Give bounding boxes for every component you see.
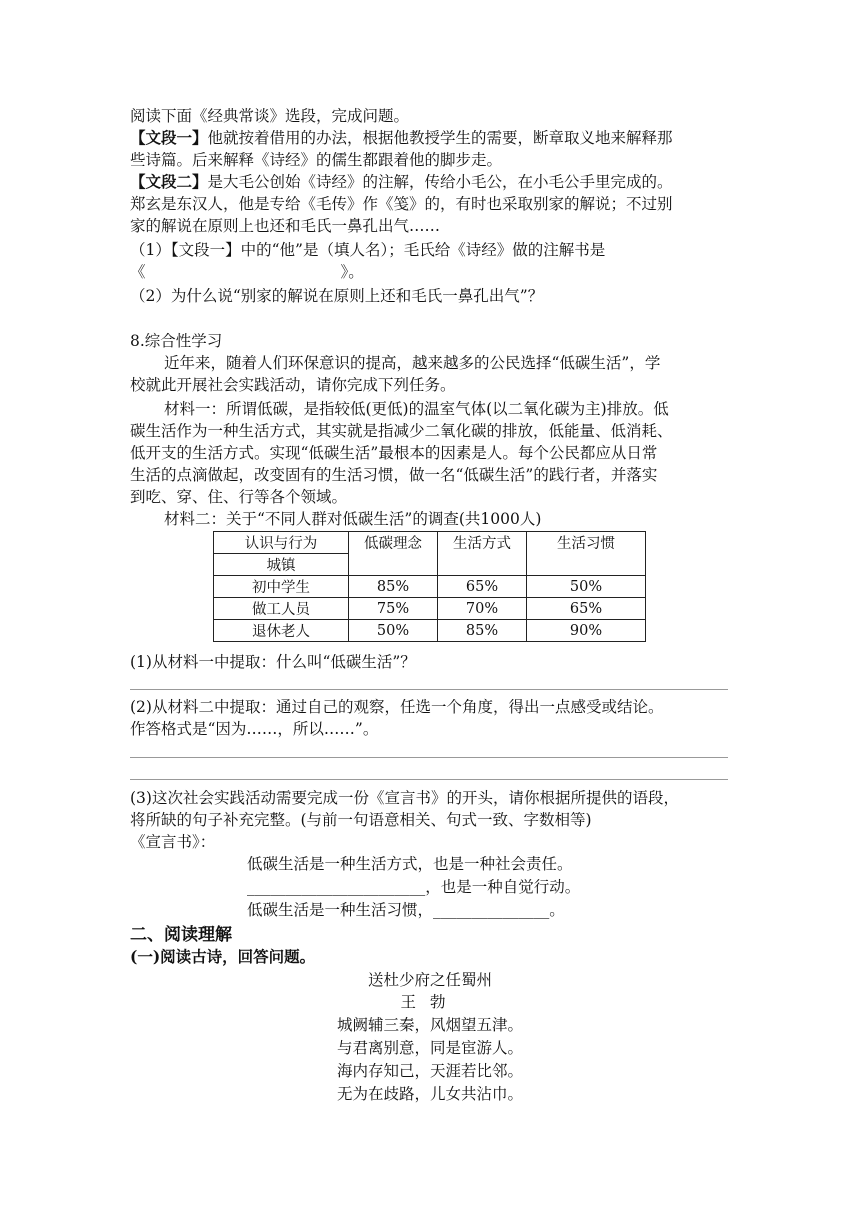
table-row [214,576,646,598]
task-2: (2)从材料二中提取：通过自己的观察，任选一个角度，得出一点感受或结论。 [130,698,664,716]
table-cell: 75% [349,598,438,620]
para2-line3: 家的解说在原则上也还和毛氏一鼻孔出气…… [130,217,441,235]
table-cell: 50% [349,620,438,642]
poem-author: 王勃 [400,993,460,1011]
part2-subheading: (一)阅读古诗，回答问题。 [130,947,316,966]
header-cell-corner-bottom: 城镇 [214,554,349,576]
poem-line: 无为在歧路，儿女共沾巾。 [336,1085,523,1103]
table-cell: 65% [527,598,646,620]
para1-text: 他就按着借用的办法，根据他教授学生的需要，断章取义地来解释那 [207,129,673,147]
header-cell: 生活习惯 [527,532,646,576]
material2-title: 材料二：关于“不同人群对低碳生活”的调查(共1000人) [164,510,542,528]
para1-line2: 些诗篇。后来解释《诗经》的儒生都跟着他的脚步走。 [130,151,503,169]
section8-intro: 近年来，随着人们环保意识的提高，越来越多的公民选择“低碳生活”，学 [164,354,661,372]
book-close-mark: 》。 [340,263,364,281]
question-1: （1）【文段一】中的“他”是（填人名）；毛氏给《诗经》做的注解书是 [130,241,606,259]
declaration-line[interactable]: 低碳生活是一种生活习惯，_______________。 [247,901,565,919]
table-cell: 65% [438,576,527,598]
poem-line: 海内存知己，天涯若比邻。 [336,1062,523,1080]
table-row [214,598,646,620]
material1-line3: 低开支的生活方式。实现“低碳生活”最根本的因素是人。每个公民都应从日常 [130,444,658,462]
row-label: 初中学生 [214,576,349,598]
table-header-row [214,532,646,554]
question-1-blank [130,261,364,283]
part2-heading: 二、阅读理解 [130,925,232,945]
answer-line[interactable] [130,779,728,780]
section8-intro2: 校就此开展社会实践活动，请你完成下列任务。 [130,376,456,394]
header-cell: 低碳理念 [349,532,438,576]
section8-title: 8.综合性学习 [130,332,223,350]
para2-label: 【文段二】 [130,172,208,191]
table-cell: 70% [438,598,527,620]
para2-text: 是大毛公创始《诗经》的注解，传给小毛公，在小毛公手里完成的。 [207,173,673,191]
para1-line [130,127,673,149]
material1-line5: 到吃、穿、住、行等各个领域。 [130,488,348,506]
task-1: (1)从材料一中提取：什么叫“低碳生活”？ [130,653,416,671]
task-2-line2: 作答格式是“因为……，所以……”。 [130,720,379,738]
poem-line: 与君离别意，同是宦游人。 [336,1039,523,1057]
poem-title: 送杜少府之任蜀州 [367,971,492,989]
row-label: 做工人员 [214,598,349,620]
task-3-line2: 将所缺的句子补充完整。(与前一句语意相关、句式一致、字数相等) [130,811,592,829]
para1-label: 【文段一】 [130,128,208,147]
material1: 材料一：所谓低碳，是指较低(更低)的温室气体(以二氧化碳为主)排放。低 [164,400,669,418]
table-cell: 85% [438,620,527,642]
table-cell: 50% [527,576,646,598]
question-2: （2）为什么说“别家的解说在原则上还和毛氏一鼻孔出气”？ [130,287,544,305]
material1-line2: 碳生活作为一种生活方式，其实就是指减少二氧化碳的排放，低能量、低消耗、 [130,422,673,440]
answer-line[interactable] [130,689,728,690]
row-label: 退休老人 [214,620,349,642]
poem-line: 城阙辅三秦，风烟望五津。 [336,1016,523,1034]
declaration-line: 低碳生活是一种生活方式，也是一种社会责任。 [247,855,573,873]
para2-line [130,171,673,193]
header-cell-corner-top: 认识与行为 [214,532,349,554]
table-row [214,620,646,642]
header-cell: 生活方式 [438,532,527,576]
declaration-line[interactable]: _______________________，也是一种自觉行动。 [247,878,581,896]
task-3: (3)这次社会实践活动需要完成一份《宣言书》的开头，请你根据所提供的语段， [130,789,679,807]
book-open-mark: 《 [130,263,146,281]
answer-line[interactable] [130,757,728,758]
para2-line2: 郑玄是东汉人，他是专给《毛传》作《笺》的，有时也采取别家的解说；不过别 [130,195,673,213]
table-cell: 85% [349,576,438,598]
reading-intro: 阅读下面《经典常谈》选段，完成问题。 [130,107,410,125]
survey-table [213,531,646,642]
material1-line4: 生活的点滴做起，改变固有的生活习惯，做一名“低碳生活”的践行者，并落实 [130,466,658,484]
declaration-label: 《宣言书》： [130,833,216,851]
table-cell: 90% [527,620,646,642]
